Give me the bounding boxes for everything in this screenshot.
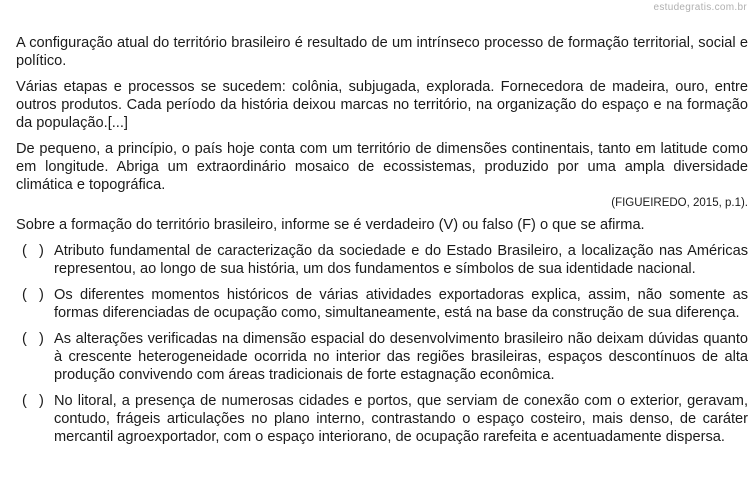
- question-content: [16, 34, 748, 454]
- statement-item: [16, 330, 748, 384]
- statement-item: [16, 286, 748, 322]
- statement-text: Os diferentes momentos históricos de várias atividades exportadoras explica, assim, não somente as formas diferenciadas de ocupação como, simultaneamente, está na base da construção de sua diferença.: [54, 287, 748, 321]
- statement-list: [16, 242, 748, 446]
- citation: (FIGUEIREDO, 2015, p.1).: [611, 197, 748, 209]
- statement-text: As alterações verificadas na dimensão espacial do desenvolvimento brasileiro não deixam dúvidas quanto à crescente heterogeneidade ocorrida no interior das regiões brasileiras, espaços descontínuos de alta produção convivendo com áreas tradicionais de forte estagnação econômica.: [54, 331, 748, 383]
- intro-paragraph-3: De pequeno, a princípio, o país hoje conta com um território de dimensões continentais, tanto em latitude como em longitude. Abriga um extraordinário mosaico de ecossistemas, produzido por uma ampla diversidade climática e topográfica.: [16, 141, 748, 193]
- intro-paragraph-1: A configuração atual do território brasileiro é resultado de um intrínseco processo de formação territorial, social e político.: [16, 35, 748, 69]
- statement-text: Atributo fundamental de caracterização da sociedade e do Estado Brasileiro, a localização nas Américas representou, ao longo de sua história, um dos fundamentos e símbolos de sua identidade nacional.: [54, 243, 748, 277]
- question-statement: Sobre a formação do território brasileiro, informe se é verdadeiro (V) ou falso (F) o que se afirma.: [16, 217, 645, 233]
- answer-blank[interactable]: ( ): [22, 331, 44, 347]
- answer-blank[interactable]: ( ): [22, 393, 44, 409]
- statement-text: No litoral, a presença de numerosas cidades e portos, que serviam de conexão com o exterior, geravam, contudo, frágeis articulações no plano interno, contrastando o espaço costeiro, mais denso, de caráter mercantil agroexportador, com o espaço interiorano, de ocupação rarefeita e acentuadamente dispersa.: [54, 393, 748, 445]
- answer-blank[interactable]: ( ): [22, 287, 44, 303]
- intro-paragraph-2: Várias etapas e processos se sucedem: colônia, subjugada, explorada. Fornecedora de madeira, ouro, entre outros produtos. Cada período da história deixou marcas no território, na organização do espaço e na formação da população.[...]: [16, 79, 748, 131]
- answer-blank[interactable]: ( ): [22, 243, 44, 259]
- statement-item: [16, 392, 748, 446]
- statement-item: [16, 242, 748, 278]
- watermark: estudegratis.com.br: [653, 2, 747, 13]
